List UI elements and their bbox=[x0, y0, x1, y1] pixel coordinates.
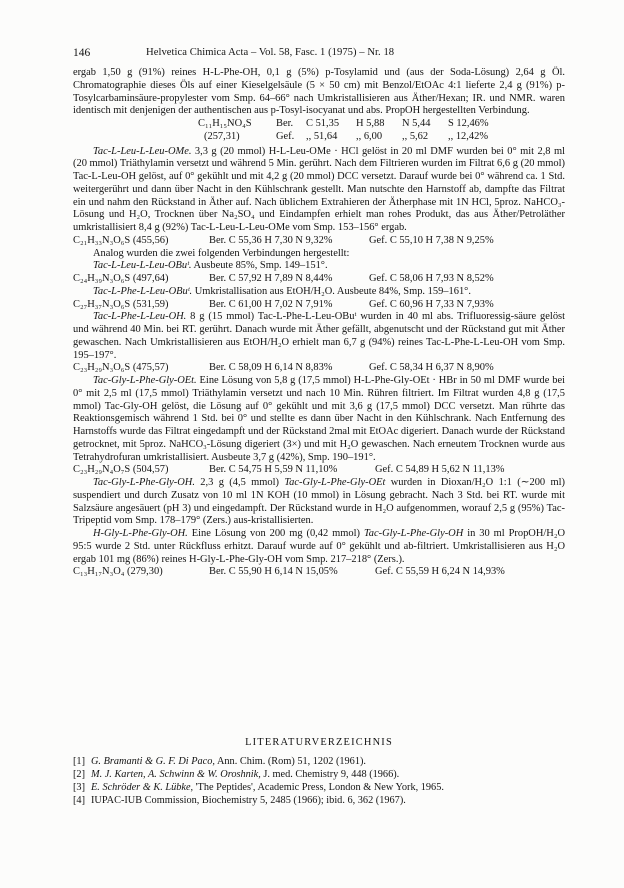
reference-item bbox=[73, 795, 565, 808]
formula: C₁₁H₁₅NO₄S bbox=[198, 118, 252, 129]
ber-label: Ber. bbox=[276, 118, 294, 129]
molecular-weight: (257,31) bbox=[204, 130, 240, 142]
paragraph-tac-leu-leu-ome bbox=[73, 146, 565, 235]
formula: C₁₃H₁₇N₃O₄ (279,30) bbox=[73, 566, 163, 578]
gef-s: ,, 12,42% bbox=[448, 130, 489, 142]
paragraph-h-gly-phe-gly-oh bbox=[73, 528, 565, 566]
gef-values: Gef. C 55,59 H 6,24 N 14,93% bbox=[375, 566, 505, 578]
gef-label: Gef. bbox=[276, 130, 295, 142]
formula: C₂₄H₃₉N₃O₆S (497,64) bbox=[73, 273, 169, 284]
compound-title: Tac-Gly-L-Phe-Gly-OEt. bbox=[93, 375, 197, 386]
reference-number: [1] bbox=[73, 756, 86, 767]
paragraph-intro: ergab 1,50 g (91%) reines H-L-Phe-OH, 0,1 g (5%) p-Tosylamid und (aus der Soda-Lösung) 2,64 g Öl. Chromatographie dieses Öls auf einer Kieselgelsäule (5 × 50 cm) mit Benzol/EtOAc 4:1 lieferte 2,4 g (91%) p-Tosylcarbaminsäure-propylester vom Smp. 64–66° nach Umkristallisieren aus Äther/Hexan; IR. und NMR. waren identisch mit denjenigen der authentischen aus p-Tosyl-isocyanat und abs. PropOH hergestellten Verbindung. bbox=[73, 67, 565, 117]
ber-values: Ber. C 58,09 H 6,14 N 8,83% bbox=[209, 362, 333, 374]
gef-values: Gef. C 58,06 H 7,93 N 8,52% bbox=[369, 273, 494, 284]
paragraph-tac-phe-leu-obut bbox=[73, 286, 565, 299]
paragraph-tac-gly-phe-gly-oet bbox=[73, 375, 565, 464]
analysis-gef-row bbox=[198, 131, 565, 144]
compound-title: Tac-L-Leu-L-Leu-OMe. bbox=[93, 145, 192, 157]
compound-title: Tac-Gly-L-Phe-Gly-OH. bbox=[93, 477, 195, 488]
ber-s: S 12,46% bbox=[448, 118, 489, 129]
paragraph-analog: Analog wurden die zwei folgenden Verbindungen hergestellt: bbox=[93, 247, 350, 259]
compound-title: Tac-L-Leu-L-Leu-OBuᵗ. bbox=[93, 260, 192, 272]
paragraph-text: wurden in Dioxan/H₂O 1:1 (∼200 ml) suspendiert und durch Zusatz von 10 ml 1N KOH (10 mmol) in Lösung gebracht. Nach 3 Std. bei RT. wurde mit Salzsäure angesäuert (pH 3) und eingedampft. Der Rückstand wurde in H₂O aufgenommen, worauf 2,5 g (95%) Tac-Tripeptid vom Smp. 178–179° (Zers.) aus-kristallisierten. bbox=[73, 477, 565, 527]
reference-item bbox=[73, 756, 565, 769]
page-number: 146 bbox=[73, 47, 91, 59]
article-body bbox=[73, 67, 565, 579]
compound-reference: Tac-Gly-L-Phe-Gly-OEt bbox=[284, 477, 386, 488]
compound-reference: Tac-Gly-L-Phe-Gly-OH bbox=[363, 528, 464, 539]
reference-source: 'The Peptides', Academic Press, London & New York, 1965. bbox=[193, 781, 444, 793]
reference-item bbox=[73, 769, 565, 782]
gef-c: ,, 51,64 bbox=[306, 130, 338, 142]
paragraph-tac-leu-leu-obut bbox=[73, 260, 565, 273]
ber-values: Ber. C 61,00 H 7,02 N 7,91% bbox=[209, 298, 333, 310]
ber-h: H 5,88 bbox=[356, 118, 385, 129]
reference-authors: E. Schröder & K. Lübke, bbox=[91, 781, 194, 793]
reference-number: [2] bbox=[73, 768, 86, 780]
ber-n: N 5,44 bbox=[402, 118, 431, 129]
reference-number: [4] bbox=[73, 794, 86, 806]
ber-c: C 51,35 bbox=[306, 118, 340, 129]
elemental-analysis-2 bbox=[73, 235, 565, 248]
ber-values: Ber. C 57,92 H 7,89 N 8,44% bbox=[209, 273, 333, 284]
reference-source: IUPAC-IUB Commission, Biochemistry 5, 2485 (1966); ibid. 6, 362 (1967). bbox=[91, 794, 406, 806]
ber-values: Ber. C 55,36 H 7,30 N 9,32% bbox=[209, 234, 333, 246]
references-heading: LITERATURVERZEICHNIS bbox=[245, 737, 393, 748]
paragraph-text: Eine Lösung von 200 mg (0,42 mmol) bbox=[187, 528, 364, 539]
gef-n: ,, 5,62 bbox=[402, 130, 429, 142]
gef-values: Gef. C 60,96 H 7,33 N 7,93% bbox=[369, 298, 494, 310]
paragraph-text: Eine Lösung von 5,8 g (17,5 mmol) H-L-Phe-Gly-OEt · HBr in 50 ml DMF wurde bei 0° mit 2,5 ml (17,5 mmol) Triäthylamin versetzt und nach 10 Min. Rühren filtriert. Im Filtrat wurden 4,8 g (17,5 mmol) Tac-Gly-OH gelöst, die Lösung auf 0° gekühlt und mit 3,6 g (17,5 mmol) DCC versetzt. Man rührte das Reaktionsgemisch während 1 Std. bei 0° und stellte es dann über Nacht in den Kühlschrank. Nach Entfernung des Harnstoffs wurde das Filtrat eingedampft und der Rückstand 2mal mit EtOAc digeriert. Danach wurde der Rückstand getrocknet, mit 5proz. NaHCO₃-Lösung digeriert (3×) und mit H₂O gewaschen. Nach erneutem Trocknen wurde aus Tetrahydrofuran umkristallisiert. Ausbeute 3,7 g (42%), Smp. 190–191°. bbox=[73, 375, 565, 463]
running-title: Helvetica Chimica Acta – Vol. 58, Fasc. 1 (1975) – Nr. 18 bbox=[146, 47, 395, 58]
references-list bbox=[73, 756, 565, 808]
elemental-analysis-4 bbox=[73, 299, 565, 312]
elemental-analysis-5 bbox=[73, 362, 565, 375]
paragraph-text: 2,3 g (4,5 mmol) bbox=[194, 477, 285, 488]
gef-values: Gef. C 55,10 H 7,38 N 9,25% bbox=[369, 234, 494, 246]
paragraph-tac-gly-phe-gly-oh bbox=[73, 477, 565, 528]
reference-source: Ann. Chim. (Rom) 51, 1202 (1961). bbox=[214, 756, 366, 767]
gef-values: Gef. C 54,89 H 5,62 N 11,13% bbox=[375, 464, 505, 476]
elemental-analysis-1 bbox=[198, 118, 565, 144]
gef-values: Gef. C 58,34 H 6,37 N 8,90% bbox=[369, 362, 494, 374]
reference-source: J. med. Chemistry 9, 448 (1966). bbox=[260, 768, 400, 780]
elemental-analysis-3 bbox=[73, 273, 565, 286]
reference-authors: G. Bramanti & G. F. Di Paco, bbox=[91, 756, 215, 767]
paragraph-tac-phe-leu-oh bbox=[73, 311, 565, 362]
reference-number: [3] bbox=[73, 781, 86, 793]
paragraph-text: Ausbeute 85%, Smp. 149–151°. bbox=[191, 260, 328, 272]
ber-values: Ber. C 55,90 H 6,14 N 15,05% bbox=[209, 566, 338, 578]
formula: C₂₃H₂₉N₄O₇S (504,57) bbox=[73, 464, 169, 476]
paragraph-text: 8 g (15 mmol) Tac-L-Phe-L-Leu-OBuᵗ wurden in 40 ml abs. Trifluoressig-säure gelöst und während 40 Min. bei RT. gerührt. Danach wurde mit Äther gefällt, abgenutscht und der Rückstand gut mit Äther gewaschen. Nach Umkristallisieren aus EtOH/H₂O erhielt man 6,7 g (94%) reines Tac-L-Phe-L-Leu-OH vom Smp. 195–197°. bbox=[73, 311, 565, 361]
gef-h: ,, 6,00 bbox=[356, 130, 383, 142]
elemental-analysis-6 bbox=[73, 464, 565, 477]
ber-values: Ber. C 54,75 H 5,59 N 11,10% bbox=[209, 464, 338, 476]
elemental-analysis-7 bbox=[73, 566, 565, 579]
paragraph-text: Umkristallisation aus EtOH/H₂O. Ausbeute 84%, Smp. 159–161°. bbox=[192, 285, 471, 297]
compound-title: Tac-L-Phe-L-Leu-OH. bbox=[93, 311, 187, 323]
formula: C₂₇H₃₇N₃O₆S (531,59) bbox=[73, 298, 169, 310]
compound-title: H-Gly-L-Phe-Gly-OH. bbox=[93, 528, 188, 539]
reference-authors: M. J. Karten, A. Schwinn & W. Oroshnik, bbox=[91, 768, 261, 780]
formula: C₂₁H₃₃N₃O₆S (455,56) bbox=[73, 234, 169, 246]
compound-title: Tac-L-Phe-L-Leu-OBuᵗ. bbox=[93, 285, 193, 297]
paragraph-text: in 30 ml PropOH/H₂O 95:5 wurde 2 Std. unter Rückfluss erhitzt. Darauf wurde auf 0° gekühlt und ab-filtriert. Umkristallisieren aus H₂O ergab 101 mg (86%) reines H-Gly-L-Phe-Gly-OH vom Smp. 217–218° (Zers.). bbox=[73, 528, 565, 565]
paragraph-text: 3,3 g (20 mmol) H-L-Leu-OMe · HCl gelöst in 20 ml DMF wurden bei 0° mit 2,8 ml (20 mmol) Triäthylamin versetzt und während 5 Min. gerührt. Nach dem Filtrieren wurden im Filtrat 6,6 g (20 mmol) Tac-L-Leu-OH gelöst, auf 0° gekühlt und mit 4,2 g (20 mmol) DCC versetzt. Darauf wurde bei 0° während ca. 1 Std. weitergerührt und dann über Nacht in den Kühlschrank gestellt. Man nutschte den Harnstoff ab, dampfte das Filtrat ein und nahm den Rückstand in Äther auf. Nach üblichem Extrahieren der Ätherphase mit 1N HCl, 5proz. NaHCO₃-Lösung und H₂O, Trocknen über Na₂SO₄ und Eindampfen erhielt man rohes Produkt, das aus Äther/Petroläther umkristallisiert 8,4 g (92%) Tac-L-Leu-L-Leu-OMe vom Smp. 153–156° ergab. bbox=[73, 145, 565, 233]
reference-item bbox=[73, 782, 565, 795]
formula: C₂₃H₂₉N₃O₆S (475,57) bbox=[73, 362, 169, 374]
analysis-ber-row bbox=[198, 118, 565, 131]
running-header bbox=[73, 46, 564, 60]
